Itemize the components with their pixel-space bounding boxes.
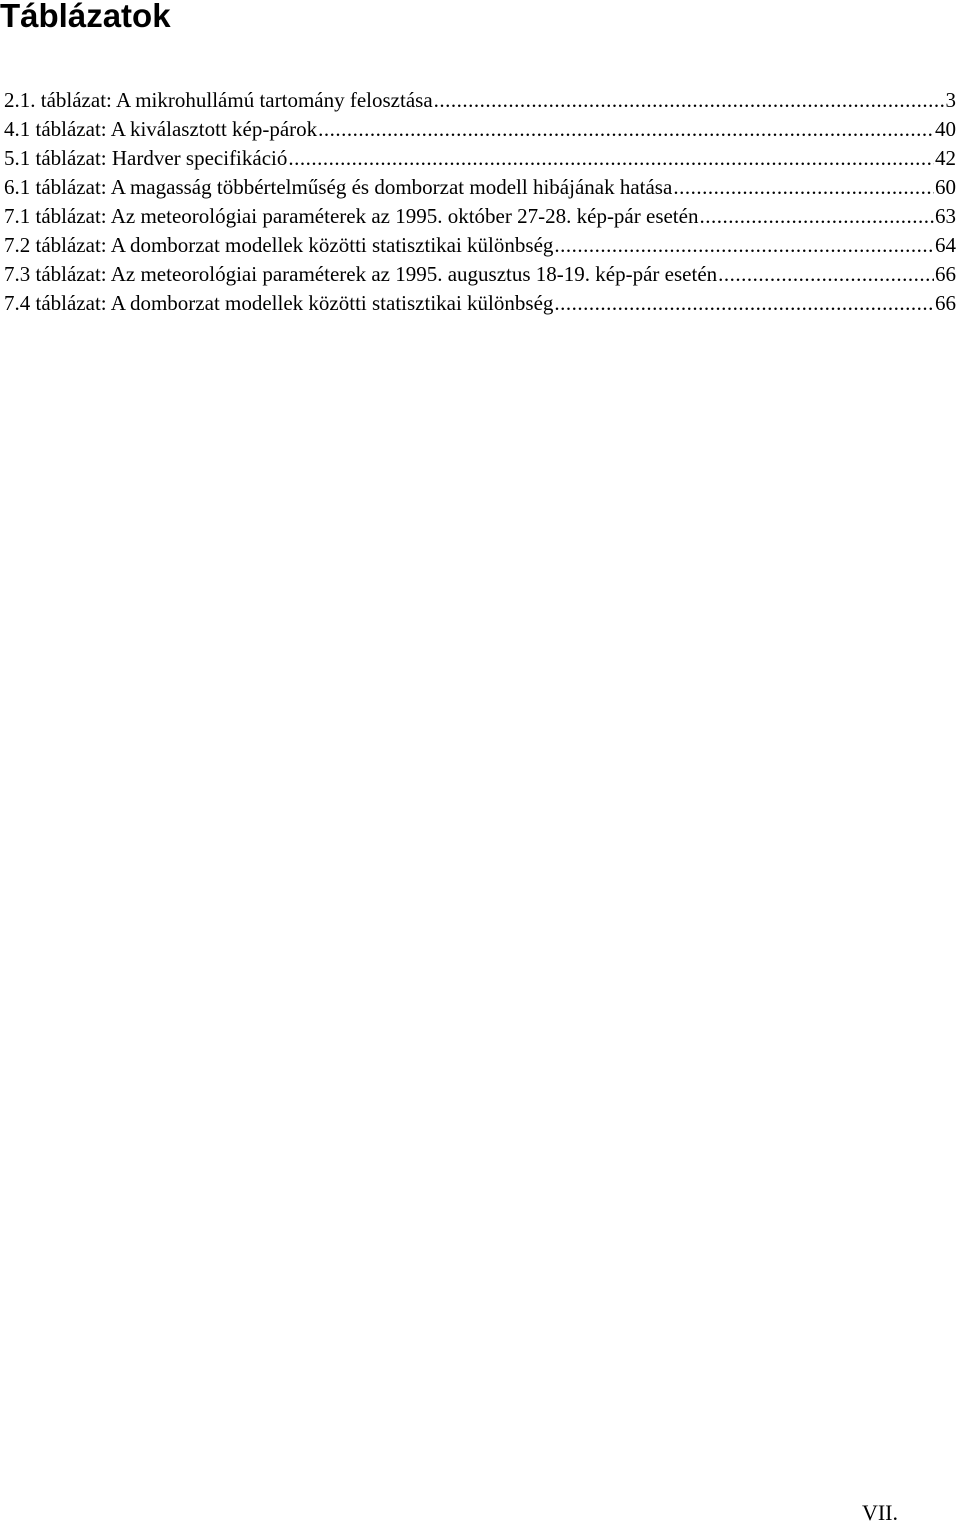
- toc-entry[interactable]: [4, 86, 956, 115]
- toc-entry[interactable]: [4, 173, 956, 202]
- page-title: Táblázatok: [0, 0, 171, 34]
- toc-entry-title: 5.1 táblázat: Hardver specifikáció: [4, 146, 288, 170]
- toc-entry-page: 66: [935, 262, 956, 286]
- toc-entry[interactable]: [4, 144, 956, 173]
- toc-leader-dots: [434, 86, 945, 115]
- toc-entry[interactable]: [4, 202, 956, 231]
- toc-entry-title: 4.1 táblázat: A kiválasztott kép-párok: [4, 117, 318, 141]
- toc-entry[interactable]: [4, 289, 956, 318]
- toc-entry-title: 7.3 táblázat: Az meteorológiai paraméterek az 1995. augusztus 18-19. kép-pár esetén: [4, 262, 718, 286]
- toc-leader-dots: [673, 173, 934, 202]
- toc-entry-page: 3: [945, 88, 956, 112]
- toc-entry[interactable]: [4, 260, 956, 289]
- toc-entry-page: 63: [935, 204, 956, 228]
- toc-leader-dots: [554, 231, 934, 260]
- page-number: VII.: [861, 1500, 898, 1525]
- toc-leader-dots: [699, 202, 934, 231]
- table-of-contents: [4, 86, 956, 318]
- toc-entry-title: 7.4 táblázat: A domborzat modellek közötti statisztikai különbség: [4, 291, 554, 315]
- toc-entry-title: 7.1 táblázat: Az meteorológiai paraméterek az 1995. október 27-28. kép-pár esetén: [4, 204, 699, 228]
- toc-entry-title: 2.1. táblázat: A mikrohullámú tartomány felosztása: [4, 88, 433, 112]
- toc-entry-title: 7.2 táblázat: A domborzat modellek közötti statisztikai különbség: [4, 233, 554, 257]
- toc-leader-dots: [554, 289, 934, 318]
- toc-entry-page: 40: [935, 117, 956, 141]
- toc-entry-page: 60: [935, 175, 956, 199]
- toc-entry[interactable]: [4, 115, 956, 144]
- toc-entry-page: 42: [935, 146, 956, 170]
- toc-entry-title: 6.1 táblázat: A magasság többértelműség és domborzat modell hibájának hatása: [4, 175, 673, 199]
- toc-entry-page: 64: [935, 233, 956, 257]
- toc-leader-dots: [718, 260, 934, 289]
- toc-leader-dots: [318, 115, 934, 144]
- toc-entry-page: 66: [935, 291, 956, 315]
- toc-leader-dots: [288, 144, 934, 173]
- toc-entry[interactable]: [4, 231, 956, 260]
